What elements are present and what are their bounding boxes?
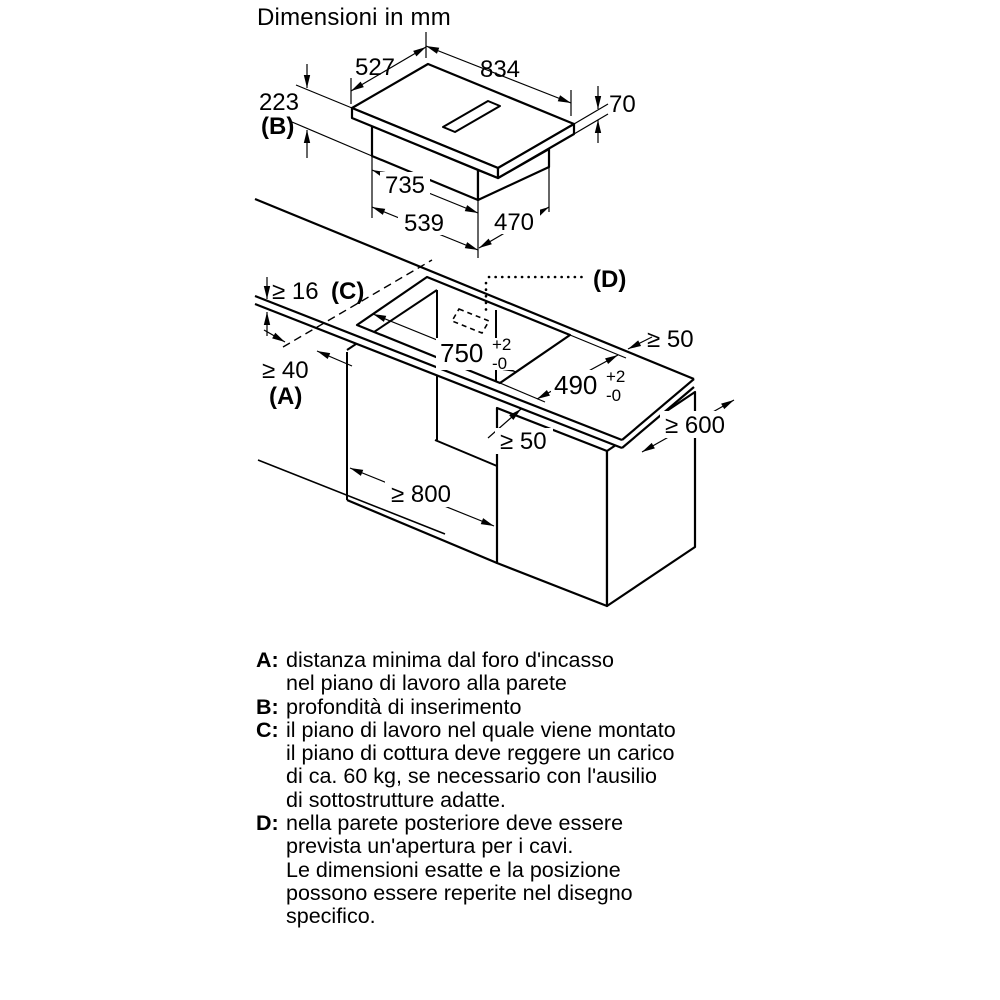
ext-70-lower bbox=[574, 114, 608, 134]
dim-label-70: 70 bbox=[609, 91, 636, 118]
legend-item-D bbox=[256, 812, 736, 928]
dim-label-600: ≥ 600 bbox=[665, 412, 725, 439]
dim-label-539: 539 bbox=[403, 210, 445, 237]
legend-item-B bbox=[256, 696, 736, 719]
legend-line: possono essere reperite nel disegno bbox=[286, 880, 633, 905]
legend-line: il piano di cottura deve reggere un carico bbox=[286, 741, 675, 766]
legend-line: il piano di lavoro nel quale viene montato bbox=[286, 717, 676, 742]
dim-label-800: ≥ 800 bbox=[391, 481, 451, 508]
legend-line: prevista un'apertura per i cavi. bbox=[286, 834, 574, 859]
legend bbox=[256, 649, 736, 929]
legend-item-A bbox=[256, 649, 736, 696]
legend-key-B: B: bbox=[256, 694, 279, 719]
ext-223-lower bbox=[292, 122, 372, 156]
dim-label-750: 750 bbox=[440, 338, 484, 368]
dim-label-750-tol-plus: +2 bbox=[492, 335, 512, 354]
cabinet-floor-front-edge bbox=[347, 500, 497, 563]
legend-line: nella parete posteriore deve essere bbox=[286, 811, 624, 836]
installation-isometric-view bbox=[255, 199, 734, 606]
ext-223-upper bbox=[296, 85, 352, 108]
dim-label-40: ≥ 40 bbox=[262, 357, 309, 384]
legend-line: nel piano di lavoro alla parete bbox=[286, 671, 567, 696]
dim-label-735: 735 bbox=[384, 172, 426, 199]
dim-label-ref-B: (B) bbox=[261, 113, 295, 140]
legend-line: specifico. bbox=[286, 904, 376, 929]
dim-label-470: 470 bbox=[493, 209, 535, 236]
dim-label-16: ≥ 16 bbox=[272, 278, 319, 305]
legend-key-D: D: bbox=[256, 811, 279, 836]
dim-label-490-tol-plus: +2 bbox=[606, 367, 626, 386]
legend-item-C bbox=[256, 719, 736, 812]
dim-label-490-tol-minus: -0 bbox=[606, 386, 622, 405]
dim-label-490: 490 bbox=[554, 370, 598, 400]
dim-label-223: 223 bbox=[258, 89, 299, 116]
dim-label-527: 527 bbox=[354, 54, 396, 81]
dim-label-750-tol-minus: -0 bbox=[492, 354, 508, 373]
dim-label-ref-A: (A) bbox=[269, 383, 303, 410]
cable-opening-dashed-rect bbox=[452, 309, 489, 333]
legend-line: profondità di inserimento bbox=[286, 694, 522, 719]
dim-label-50-rear: ≥ 50 bbox=[647, 326, 694, 353]
worktop-top-face bbox=[255, 199, 694, 440]
page-title: Dimensioni in mm bbox=[257, 4, 451, 31]
legend-key-C: C: bbox=[256, 717, 279, 742]
dim-label-ref-C: (C) bbox=[331, 278, 365, 305]
legend-line: distanza minima dal foro d'incasso bbox=[286, 648, 614, 672]
legend-line: Le dimensioni esatte e la posizione bbox=[286, 857, 621, 882]
dim-label-834: 834 bbox=[479, 56, 521, 83]
cabinet-floor-back-edge bbox=[435, 440, 497, 466]
legend-line: di ca. 60 kg, se necessario con l'ausilio bbox=[286, 764, 658, 789]
dim-label-ref-D: (D) bbox=[593, 266, 627, 293]
ext-70-upper bbox=[574, 104, 608, 124]
legend-line: di sottostrutture adatte. bbox=[286, 787, 506, 812]
dim-label-50-front: ≥ 50 bbox=[500, 428, 547, 455]
legend-key-A: A: bbox=[256, 648, 279, 672]
